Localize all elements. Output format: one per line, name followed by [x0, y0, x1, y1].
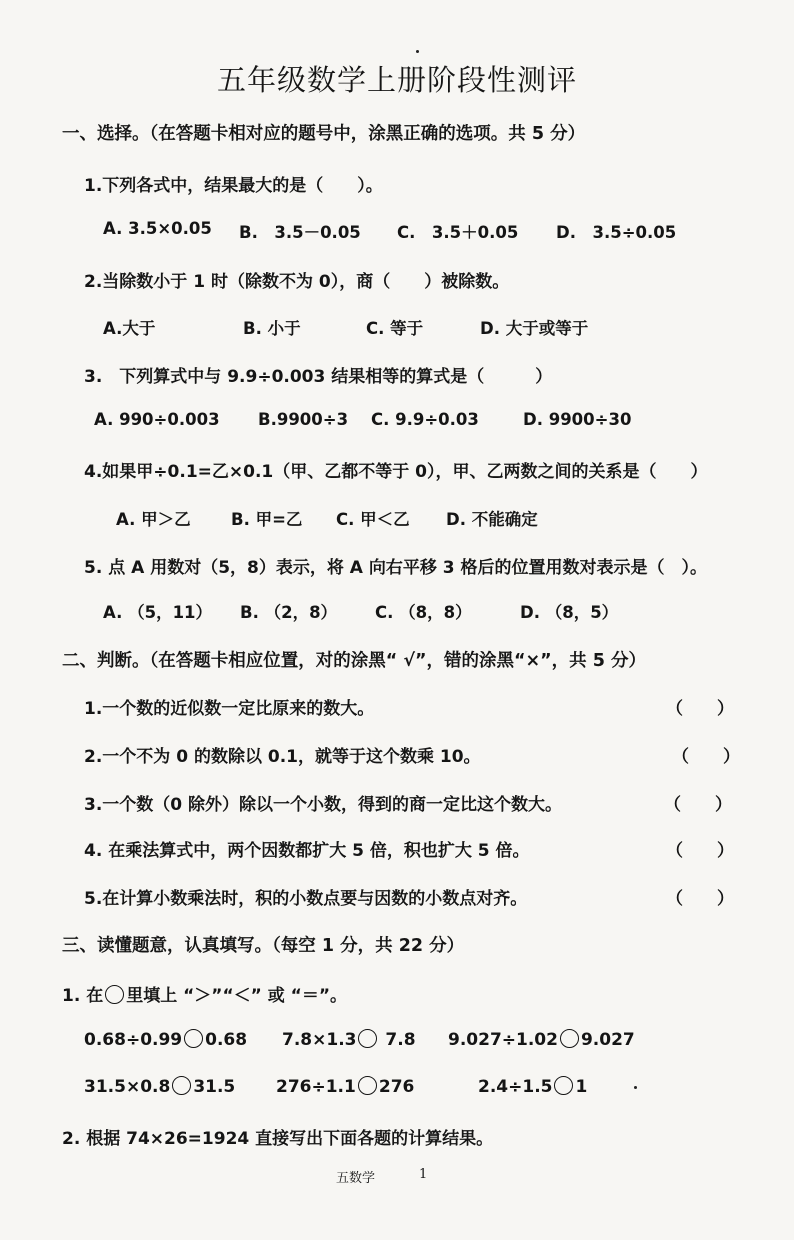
option-d: D. 大于或等于 — [480, 319, 589, 338]
blank-circle — [105, 985, 124, 1004]
question-stem: 2. 根据 74×26=1924 直接写出下面各题的计算结果。 — [62, 1129, 494, 1149]
question-stem — [62, 981, 347, 1006]
option-b: B. 3.5－0.05 — [239, 223, 361, 242]
blank-circle — [358, 1029, 377, 1048]
compare-left: 276÷1.1 — [276, 1077, 356, 1097]
page-number: 1 — [419, 1167, 428, 1182]
question-suffix: 里填上 “＞”“＜” 或 “＝”。 — [126, 986, 348, 1006]
compare-right: 9.027 — [580, 1030, 635, 1050]
question-stem: 1.下列各式中，结果最大的是（ ）。 — [84, 176, 383, 196]
option-d: D. （8，5） — [520, 603, 619, 622]
option-c: C. 甲＜乙 — [336, 510, 410, 529]
compare-left: 31.5×0.8 — [84, 1077, 171, 1097]
compare-left: 2.4÷1.5 — [478, 1077, 553, 1097]
compare-item — [448, 1029, 635, 1050]
option-b: B.9900÷3 — [258, 410, 349, 429]
option-a: A.大于 — [103, 319, 156, 338]
blank-circle — [172, 1076, 191, 1095]
option-a: A. （5，11） — [103, 603, 213, 622]
option-b: B. （2，8） — [240, 603, 338, 622]
option-a: A. 990÷0.003 — [94, 410, 220, 429]
judge-item: 4. 在乘法算式中，两个因数都扩大 5 倍，积也扩大 5 倍。 — [84, 841, 530, 861]
question-stem: 3. 下列算式中与 9.9÷0.003 结果相等的算式是（ ） — [84, 367, 553, 387]
compare-right: 276 — [378, 1077, 415, 1097]
compare-item — [276, 1076, 414, 1097]
compare-left: 0.68÷0.99 — [84, 1030, 183, 1050]
question-prefix: 1. 在 — [62, 986, 104, 1006]
ink-dot — [416, 50, 419, 53]
compare-item — [84, 1029, 247, 1050]
question-stem: 5. 点 A 用数对（5，8）表示，将 A 向右平移 3 格后的位置用数对表示是（ ）。 — [84, 558, 708, 578]
answer-paren: （ ） — [664, 795, 732, 815]
judge-item: 2.一个不为 0 的数除以 0.1，就等于这个数乘 10。 — [84, 747, 481, 767]
answer-paren: （ ） — [666, 889, 734, 909]
blank-circle — [358, 1076, 377, 1095]
option-d: D. 不能确定 — [446, 510, 538, 529]
answer-paren: （ ） — [666, 841, 734, 861]
option-a: A. 甲＞乙 — [116, 510, 191, 529]
section-heading-fill: 三、读懂题意，认真填写。（每空 1 分，共 22 分） — [62, 936, 465, 956]
compare-item — [478, 1076, 587, 1097]
blank-circle — [184, 1029, 203, 1048]
compare-item — [84, 1076, 235, 1097]
section-heading-judge: 二、判断。（在答题卡相应位置，对的涂黑“ √”，错的涂黑“×”，共 5 分） — [62, 651, 647, 671]
option-c: C. （8，8） — [375, 603, 472, 622]
section-heading-choice: 一、选择。（在答题卡相对应的题号中，涂黑正确的选项。共 5 分） — [62, 124, 586, 144]
option-a: A. 3.5×0.05 — [103, 219, 212, 238]
blank-circle — [554, 1076, 573, 1095]
option-c: C. 3.5＋0.05 — [397, 223, 519, 242]
compare-left: 7.8×1.3 — [282, 1030, 357, 1050]
compare-item — [282, 1029, 416, 1050]
footer-label: 五数学 — [336, 1171, 376, 1186]
judge-item: 5.在计算小数乘法时，积的小数点要与因数的小数点对齐。 — [84, 889, 528, 909]
option-d: D. 3.5÷0.05 — [556, 223, 677, 242]
compare-right: 7.8 — [379, 1030, 416, 1050]
option-b: B. 甲=乙 — [231, 510, 303, 529]
blank-circle — [560, 1029, 579, 1048]
answer-paren: （ ） — [666, 699, 734, 719]
judge-item: 3.一个数（0 除外）除以一个小数，得到的商一定比这个数大。 — [84, 795, 563, 815]
option-c: C. 9.9÷0.03 — [371, 410, 479, 429]
compare-right: 31.5 — [193, 1077, 236, 1097]
answer-paren: （ ） — [672, 747, 740, 767]
option-c: C. 等于 — [366, 319, 424, 338]
option-b: B. 小于 — [243, 319, 301, 338]
question-stem: 2.当除数小于 1 时（除数不为 0），商（ ）被除数。 — [84, 272, 510, 292]
question-stem: 4.如果甲÷0.1=乙×0.1（甲、乙都不等于 0），甲、乙两数之间的关系是（ ） — [84, 462, 708, 482]
page-title: 五年级数学上册阶段性测评 — [216, 63, 577, 97]
judge-item: 1.一个数的近似数一定比原来的数大。 — [84, 699, 375, 719]
compare-right: 1 — [575, 1077, 588, 1097]
compare-right: 0.68 — [205, 1030, 248, 1050]
compare-left: 9.027÷1.02 — [448, 1030, 558, 1050]
ink-dot — [634, 1086, 637, 1089]
option-d: D. 9900÷30 — [523, 410, 632, 429]
